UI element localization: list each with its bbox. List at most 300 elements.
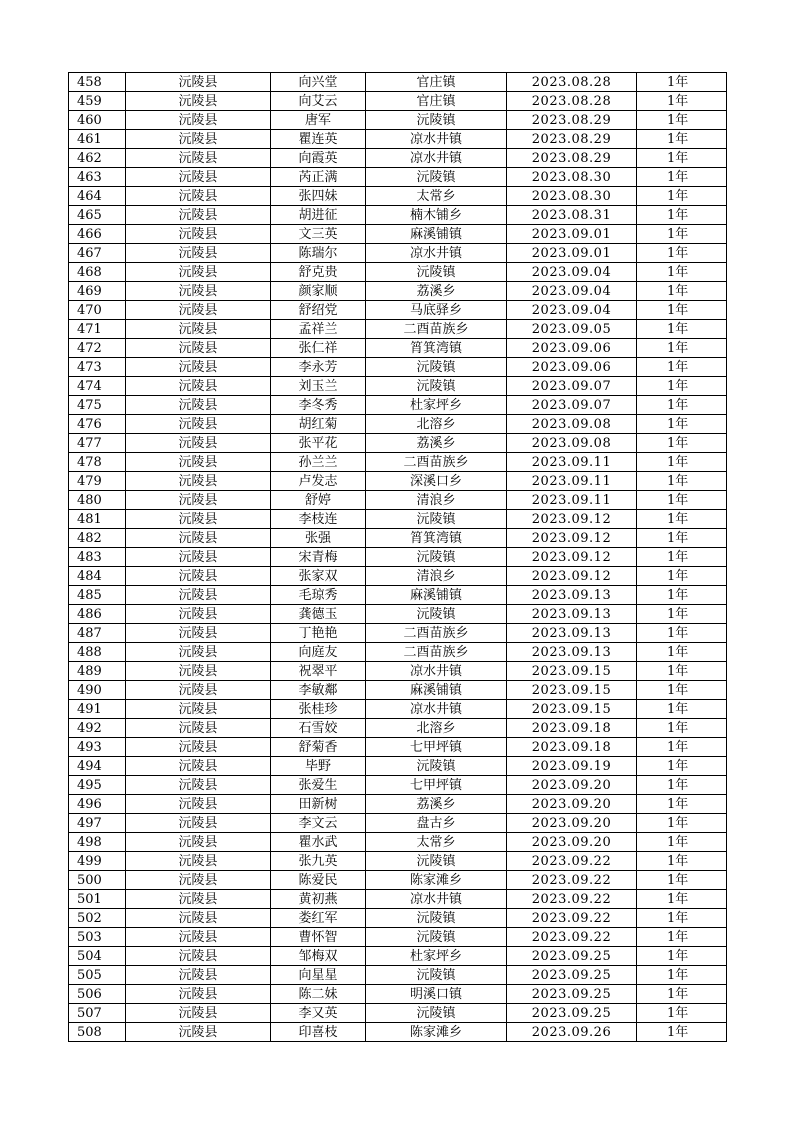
- table-row: [69, 1004, 727, 1023]
- county-cell: 沅陵县: [126, 92, 271, 111]
- date-cell: 2023.09.25: [507, 966, 637, 985]
- term-cell: 1年: [637, 149, 727, 168]
- table-row: [69, 73, 727, 92]
- table-row: [69, 225, 727, 244]
- table-row: [69, 947, 727, 966]
- table-row: [69, 814, 727, 833]
- name-cell: 孙兰兰: [271, 453, 366, 472]
- date-cell: 2023.09.18: [507, 719, 637, 738]
- township-cell: 二酉苗族乡: [366, 624, 507, 643]
- term-cell: 1年: [637, 643, 727, 662]
- row-number-cell: 482: [69, 529, 126, 548]
- table-row: [69, 301, 727, 320]
- name-cell: 颜家顺: [271, 282, 366, 301]
- table-row: [69, 928, 727, 947]
- county-cell: 沅陵县: [126, 719, 271, 738]
- name-cell: 毕野: [271, 757, 366, 776]
- county-cell: 沅陵县: [126, 320, 271, 339]
- table-row: [69, 282, 727, 301]
- county-cell: 沅陵县: [126, 567, 271, 586]
- name-cell: 舒绍党: [271, 301, 366, 320]
- name-cell: 张家双: [271, 567, 366, 586]
- date-cell: 2023.09.20: [507, 833, 637, 852]
- county-cell: 沅陵县: [126, 263, 271, 282]
- name-cell: 张九英: [271, 852, 366, 871]
- term-cell: 1年: [637, 225, 727, 244]
- term-cell: 1年: [637, 377, 727, 396]
- county-cell: 沅陵县: [126, 909, 271, 928]
- county-cell: 沅陵县: [126, 149, 271, 168]
- table-row: [69, 92, 727, 111]
- date-cell: 2023.08.29: [507, 130, 637, 149]
- name-cell: 向星星: [271, 966, 366, 985]
- table-row: [69, 548, 727, 567]
- table-row: [69, 985, 727, 1004]
- name-cell: 李枝连: [271, 510, 366, 529]
- term-cell: 1年: [637, 966, 727, 985]
- name-cell: 胡进征: [271, 206, 366, 225]
- table-row: [69, 586, 727, 605]
- township-cell: 盘古乡: [366, 814, 507, 833]
- row-number-cell: 466: [69, 225, 126, 244]
- township-cell: 明溪口镇: [366, 985, 507, 1004]
- date-cell: 2023.09.22: [507, 871, 637, 890]
- county-cell: 沅陵县: [126, 472, 271, 491]
- township-cell: 北溶乡: [366, 719, 507, 738]
- date-cell: 2023.09.18: [507, 738, 637, 757]
- county-cell: 沅陵县: [126, 814, 271, 833]
- table-row: [69, 719, 727, 738]
- township-cell: 凉水井镇: [366, 890, 507, 909]
- date-cell: 2023.09.05: [507, 320, 637, 339]
- date-cell: 2023.09.12: [507, 567, 637, 586]
- date-cell: 2023.09.20: [507, 795, 637, 814]
- table-row: [69, 700, 727, 719]
- date-cell: 2023.08.29: [507, 111, 637, 130]
- date-cell: 2023.09.04: [507, 263, 637, 282]
- term-cell: 1年: [637, 529, 727, 548]
- township-cell: 沅陵镇: [366, 928, 507, 947]
- term-cell: 1年: [637, 548, 727, 567]
- row-number-cell: 508: [69, 1023, 126, 1042]
- term-cell: 1年: [637, 871, 727, 890]
- township-cell: 沅陵镇: [366, 111, 507, 130]
- name-cell: 文三英: [271, 225, 366, 244]
- county-cell: 沅陵县: [126, 1023, 271, 1042]
- county-cell: 沅陵县: [126, 738, 271, 757]
- row-number-cell: 490: [69, 681, 126, 700]
- row-number-cell: 481: [69, 510, 126, 529]
- row-number-cell: 486: [69, 605, 126, 624]
- row-number-cell: 495: [69, 776, 126, 795]
- county-cell: 沅陵县: [126, 187, 271, 206]
- table-row: [69, 681, 727, 700]
- row-number-cell: 491: [69, 700, 126, 719]
- table-row: [69, 358, 727, 377]
- date-cell: 2023.08.30: [507, 168, 637, 187]
- row-number-cell: 467: [69, 244, 126, 263]
- term-cell: 1年: [637, 510, 727, 529]
- table-row: [69, 890, 727, 909]
- county-cell: 沅陵县: [126, 244, 271, 263]
- county-cell: 沅陵县: [126, 1004, 271, 1023]
- township-cell: 沅陵镇: [366, 510, 507, 529]
- row-number-cell: 496: [69, 795, 126, 814]
- table-row: [69, 966, 727, 985]
- term-cell: 1年: [637, 852, 727, 871]
- township-cell: 楠木铺乡: [366, 206, 507, 225]
- county-cell: 沅陵县: [126, 377, 271, 396]
- township-cell: 马底驿乡: [366, 301, 507, 320]
- date-cell: 2023.08.28: [507, 92, 637, 111]
- table-row: [69, 795, 727, 814]
- table-row: [69, 852, 727, 871]
- table-row: [69, 1023, 727, 1042]
- term-cell: 1年: [637, 453, 727, 472]
- row-number-cell: 498: [69, 833, 126, 852]
- name-cell: 李敏鄰: [271, 681, 366, 700]
- date-cell: 2023.09.13: [507, 643, 637, 662]
- township-cell: 七甲坪镇: [366, 738, 507, 757]
- row-number-cell: 461: [69, 130, 126, 149]
- term-cell: 1年: [637, 491, 727, 510]
- term-cell: 1年: [637, 472, 727, 491]
- date-cell: 2023.09.01: [507, 225, 637, 244]
- row-number-cell: 464: [69, 187, 126, 206]
- name-cell: 张爱生: [271, 776, 366, 795]
- township-cell: 杜家坪乡: [366, 396, 507, 415]
- township-cell: 陈家滩乡: [366, 871, 507, 890]
- table-row: [69, 263, 727, 282]
- row-number-cell: 470: [69, 301, 126, 320]
- name-cell: 张强: [271, 529, 366, 548]
- date-cell: 2023.09.07: [507, 396, 637, 415]
- records-table: [68, 72, 727, 1042]
- name-cell: 刘玉兰: [271, 377, 366, 396]
- row-number-cell: 493: [69, 738, 126, 757]
- row-number-cell: 473: [69, 358, 126, 377]
- county-cell: 沅陵县: [126, 282, 271, 301]
- row-number-cell: 485: [69, 586, 126, 605]
- table-row: [69, 738, 727, 757]
- name-cell: 向庭友: [271, 643, 366, 662]
- county-cell: 沅陵县: [126, 605, 271, 624]
- row-number-cell: 462: [69, 149, 126, 168]
- term-cell: 1年: [637, 738, 727, 757]
- table-row: [69, 149, 727, 168]
- township-cell: 清浪乡: [366, 567, 507, 586]
- township-cell: 麻溪铺镇: [366, 586, 507, 605]
- term-cell: 1年: [637, 909, 727, 928]
- row-number-cell: 465: [69, 206, 126, 225]
- date-cell: 2023.09.11: [507, 472, 637, 491]
- name-cell: 丁艳艳: [271, 624, 366, 643]
- name-cell: 宋青梅: [271, 548, 366, 567]
- township-cell: 二酉苗族乡: [366, 643, 507, 662]
- term-cell: 1年: [637, 415, 727, 434]
- row-number-cell: 500: [69, 871, 126, 890]
- name-cell: 卢发志: [271, 472, 366, 491]
- date-cell: 2023.09.04: [507, 301, 637, 320]
- term-cell: 1年: [637, 111, 727, 130]
- name-cell: 孟祥兰: [271, 320, 366, 339]
- county-cell: 沅陵县: [126, 757, 271, 776]
- date-cell: 2023.09.08: [507, 434, 637, 453]
- table-row: [69, 396, 727, 415]
- name-cell: 邹梅双: [271, 947, 366, 966]
- township-cell: 荔溪乡: [366, 795, 507, 814]
- county-cell: 沅陵县: [126, 453, 271, 472]
- row-number-cell: 460: [69, 111, 126, 130]
- county-cell: 沅陵县: [126, 662, 271, 681]
- row-number-cell: 477: [69, 434, 126, 453]
- township-cell: 凉水井镇: [366, 700, 507, 719]
- township-cell: 沅陵镇: [366, 852, 507, 871]
- name-cell: 芮正满: [271, 168, 366, 187]
- term-cell: 1年: [637, 73, 727, 92]
- table-row: [69, 757, 727, 776]
- table-row: [69, 453, 727, 472]
- name-cell: 李冬秀: [271, 396, 366, 415]
- name-cell: 祝翠平: [271, 662, 366, 681]
- term-cell: 1年: [637, 700, 727, 719]
- township-cell: 官庄镇: [366, 92, 507, 111]
- name-cell: 舒克贵: [271, 263, 366, 282]
- row-number-cell: 469: [69, 282, 126, 301]
- county-cell: 沅陵县: [126, 852, 271, 871]
- township-cell: 沅陵镇: [366, 909, 507, 928]
- name-cell: 张平花: [271, 434, 366, 453]
- name-cell: 张四妹: [271, 187, 366, 206]
- name-cell: 舒婷: [271, 491, 366, 510]
- table-row: [69, 662, 727, 681]
- term-cell: 1年: [637, 320, 727, 339]
- row-number-cell: 472: [69, 339, 126, 358]
- date-cell: 2023.09.26: [507, 1023, 637, 1042]
- name-cell: 陈爱民: [271, 871, 366, 890]
- date-cell: 2023.08.29: [507, 149, 637, 168]
- township-cell: 沅陵镇: [366, 358, 507, 377]
- table-row: [69, 643, 727, 662]
- records-table-body: [69, 73, 727, 1042]
- row-number-cell: 459: [69, 92, 126, 111]
- county-cell: 沅陵县: [126, 681, 271, 700]
- name-cell: 娄红军: [271, 909, 366, 928]
- table-row: [69, 187, 727, 206]
- table-row: [69, 377, 727, 396]
- date-cell: 2023.09.12: [507, 529, 637, 548]
- term-cell: 1年: [637, 624, 727, 643]
- term-cell: 1年: [637, 814, 727, 833]
- term-cell: 1年: [637, 1004, 727, 1023]
- date-cell: 2023.09.20: [507, 776, 637, 795]
- table-row: [69, 111, 727, 130]
- county-cell: 沅陵县: [126, 434, 271, 453]
- table-row: [69, 871, 727, 890]
- township-cell: 沅陵镇: [366, 377, 507, 396]
- county-cell: 沅陵县: [126, 947, 271, 966]
- table-row: [69, 472, 727, 491]
- term-cell: 1年: [637, 605, 727, 624]
- table-row: [69, 776, 727, 795]
- row-number-cell: 494: [69, 757, 126, 776]
- township-cell: 二酉苗族乡: [366, 320, 507, 339]
- term-cell: 1年: [637, 206, 727, 225]
- name-cell: 黄初燕: [271, 890, 366, 909]
- name-cell: 陈瑞尔: [271, 244, 366, 263]
- term-cell: 1年: [637, 187, 727, 206]
- county-cell: 沅陵县: [126, 206, 271, 225]
- date-cell: 2023.09.19: [507, 757, 637, 776]
- term-cell: 1年: [637, 339, 727, 358]
- township-cell: 筲箕湾镇: [366, 529, 507, 548]
- name-cell: 向兴堂: [271, 73, 366, 92]
- term-cell: 1年: [637, 681, 727, 700]
- date-cell: 2023.09.25: [507, 1004, 637, 1023]
- term-cell: 1年: [637, 396, 727, 415]
- table-row: [69, 833, 727, 852]
- term-cell: 1年: [637, 130, 727, 149]
- county-cell: 沅陵县: [126, 776, 271, 795]
- row-number-cell: 483: [69, 548, 126, 567]
- table-row: [69, 415, 727, 434]
- row-number-cell: 474: [69, 377, 126, 396]
- row-number-cell: 476: [69, 415, 126, 434]
- row-number-cell: 503: [69, 928, 126, 947]
- name-cell: 瞿水武: [271, 833, 366, 852]
- name-cell: 曹怀智: [271, 928, 366, 947]
- term-cell: 1年: [637, 244, 727, 263]
- date-cell: 2023.09.15: [507, 662, 637, 681]
- township-cell: 七甲坪镇: [366, 776, 507, 795]
- row-number-cell: 468: [69, 263, 126, 282]
- county-cell: 沅陵县: [126, 396, 271, 415]
- county-cell: 沅陵县: [126, 73, 271, 92]
- name-cell: 张桂珍: [271, 700, 366, 719]
- row-number-cell: 506: [69, 985, 126, 1004]
- date-cell: 2023.08.30: [507, 187, 637, 206]
- date-cell: 2023.09.25: [507, 947, 637, 966]
- row-number-cell: 475: [69, 396, 126, 415]
- county-cell: 沅陵县: [126, 985, 271, 1004]
- table-row: [69, 434, 727, 453]
- table-row: [69, 624, 727, 643]
- row-number-cell: 478: [69, 453, 126, 472]
- name-cell: 唐军: [271, 111, 366, 130]
- date-cell: 2023.09.20: [507, 814, 637, 833]
- table-row: [69, 909, 727, 928]
- name-cell: 瞿连英: [271, 130, 366, 149]
- term-cell: 1年: [637, 434, 727, 453]
- county-cell: 沅陵县: [126, 529, 271, 548]
- row-number-cell: 507: [69, 1004, 126, 1023]
- date-cell: 2023.09.13: [507, 586, 637, 605]
- row-number-cell: 501: [69, 890, 126, 909]
- township-cell: 沅陵镇: [366, 263, 507, 282]
- date-cell: 2023.09.25: [507, 985, 637, 1004]
- township-cell: 杜家坪乡: [366, 947, 507, 966]
- township-cell: 筲箕湾镇: [366, 339, 507, 358]
- county-cell: 沅陵县: [126, 358, 271, 377]
- date-cell: 2023.09.12: [507, 510, 637, 529]
- date-cell: 2023.09.01: [507, 244, 637, 263]
- date-cell: 2023.09.13: [507, 605, 637, 624]
- term-cell: 1年: [637, 92, 727, 111]
- township-cell: 深溪口乡: [366, 472, 507, 491]
- term-cell: 1年: [637, 890, 727, 909]
- county-cell: 沅陵县: [126, 415, 271, 434]
- term-cell: 1年: [637, 662, 727, 681]
- row-number-cell: 479: [69, 472, 126, 491]
- township-cell: 沅陵镇: [366, 548, 507, 567]
- term-cell: 1年: [637, 282, 727, 301]
- term-cell: 1年: [637, 928, 727, 947]
- township-cell: 二酉苗族乡: [366, 453, 507, 472]
- county-cell: 沅陵县: [126, 168, 271, 187]
- county-cell: 沅陵县: [126, 624, 271, 643]
- date-cell: 2023.09.07: [507, 377, 637, 396]
- name-cell: 陈二妹: [271, 985, 366, 1004]
- township-cell: 清浪乡: [366, 491, 507, 510]
- term-cell: 1年: [637, 358, 727, 377]
- township-cell: 沅陵镇: [366, 757, 507, 776]
- table-row: [69, 168, 727, 187]
- county-cell: 沅陵县: [126, 301, 271, 320]
- term-cell: 1年: [637, 567, 727, 586]
- date-cell: 2023.09.15: [507, 700, 637, 719]
- county-cell: 沅陵县: [126, 833, 271, 852]
- date-cell: 2023.09.15: [507, 681, 637, 700]
- row-number-cell: 480: [69, 491, 126, 510]
- county-cell: 沅陵县: [126, 586, 271, 605]
- name-cell: 舒菊香: [271, 738, 366, 757]
- county-cell: 沅陵县: [126, 966, 271, 985]
- county-cell: 沅陵县: [126, 928, 271, 947]
- name-cell: 向艾云: [271, 92, 366, 111]
- table-row: [69, 244, 727, 263]
- row-number-cell: 504: [69, 947, 126, 966]
- township-cell: 凉水井镇: [366, 149, 507, 168]
- county-cell: 沅陵县: [126, 548, 271, 567]
- term-cell: 1年: [637, 1023, 727, 1042]
- term-cell: 1年: [637, 947, 727, 966]
- township-cell: 太常乡: [366, 833, 507, 852]
- name-cell: 印喜枝: [271, 1023, 366, 1042]
- table-row: [69, 130, 727, 149]
- county-cell: 沅陵县: [126, 795, 271, 814]
- row-number-cell: 502: [69, 909, 126, 928]
- date-cell: 2023.09.08: [507, 415, 637, 434]
- township-cell: 陈家滩乡: [366, 1023, 507, 1042]
- row-number-cell: 458: [69, 73, 126, 92]
- county-cell: 沅陵县: [126, 643, 271, 662]
- township-cell: 凉水井镇: [366, 662, 507, 681]
- county-cell: 沅陵县: [126, 111, 271, 130]
- county-cell: 沅陵县: [126, 339, 271, 358]
- county-cell: 沅陵县: [126, 225, 271, 244]
- row-number-cell: 471: [69, 320, 126, 339]
- date-cell: 2023.09.13: [507, 624, 637, 643]
- table-row: [69, 339, 727, 358]
- township-cell: 荔溪乡: [366, 434, 507, 453]
- township-cell: 北溶乡: [366, 415, 507, 434]
- county-cell: 沅陵县: [126, 491, 271, 510]
- row-number-cell: 488: [69, 643, 126, 662]
- table-row: [69, 529, 727, 548]
- term-cell: 1年: [637, 586, 727, 605]
- name-cell: 田新树: [271, 795, 366, 814]
- term-cell: 1年: [637, 795, 727, 814]
